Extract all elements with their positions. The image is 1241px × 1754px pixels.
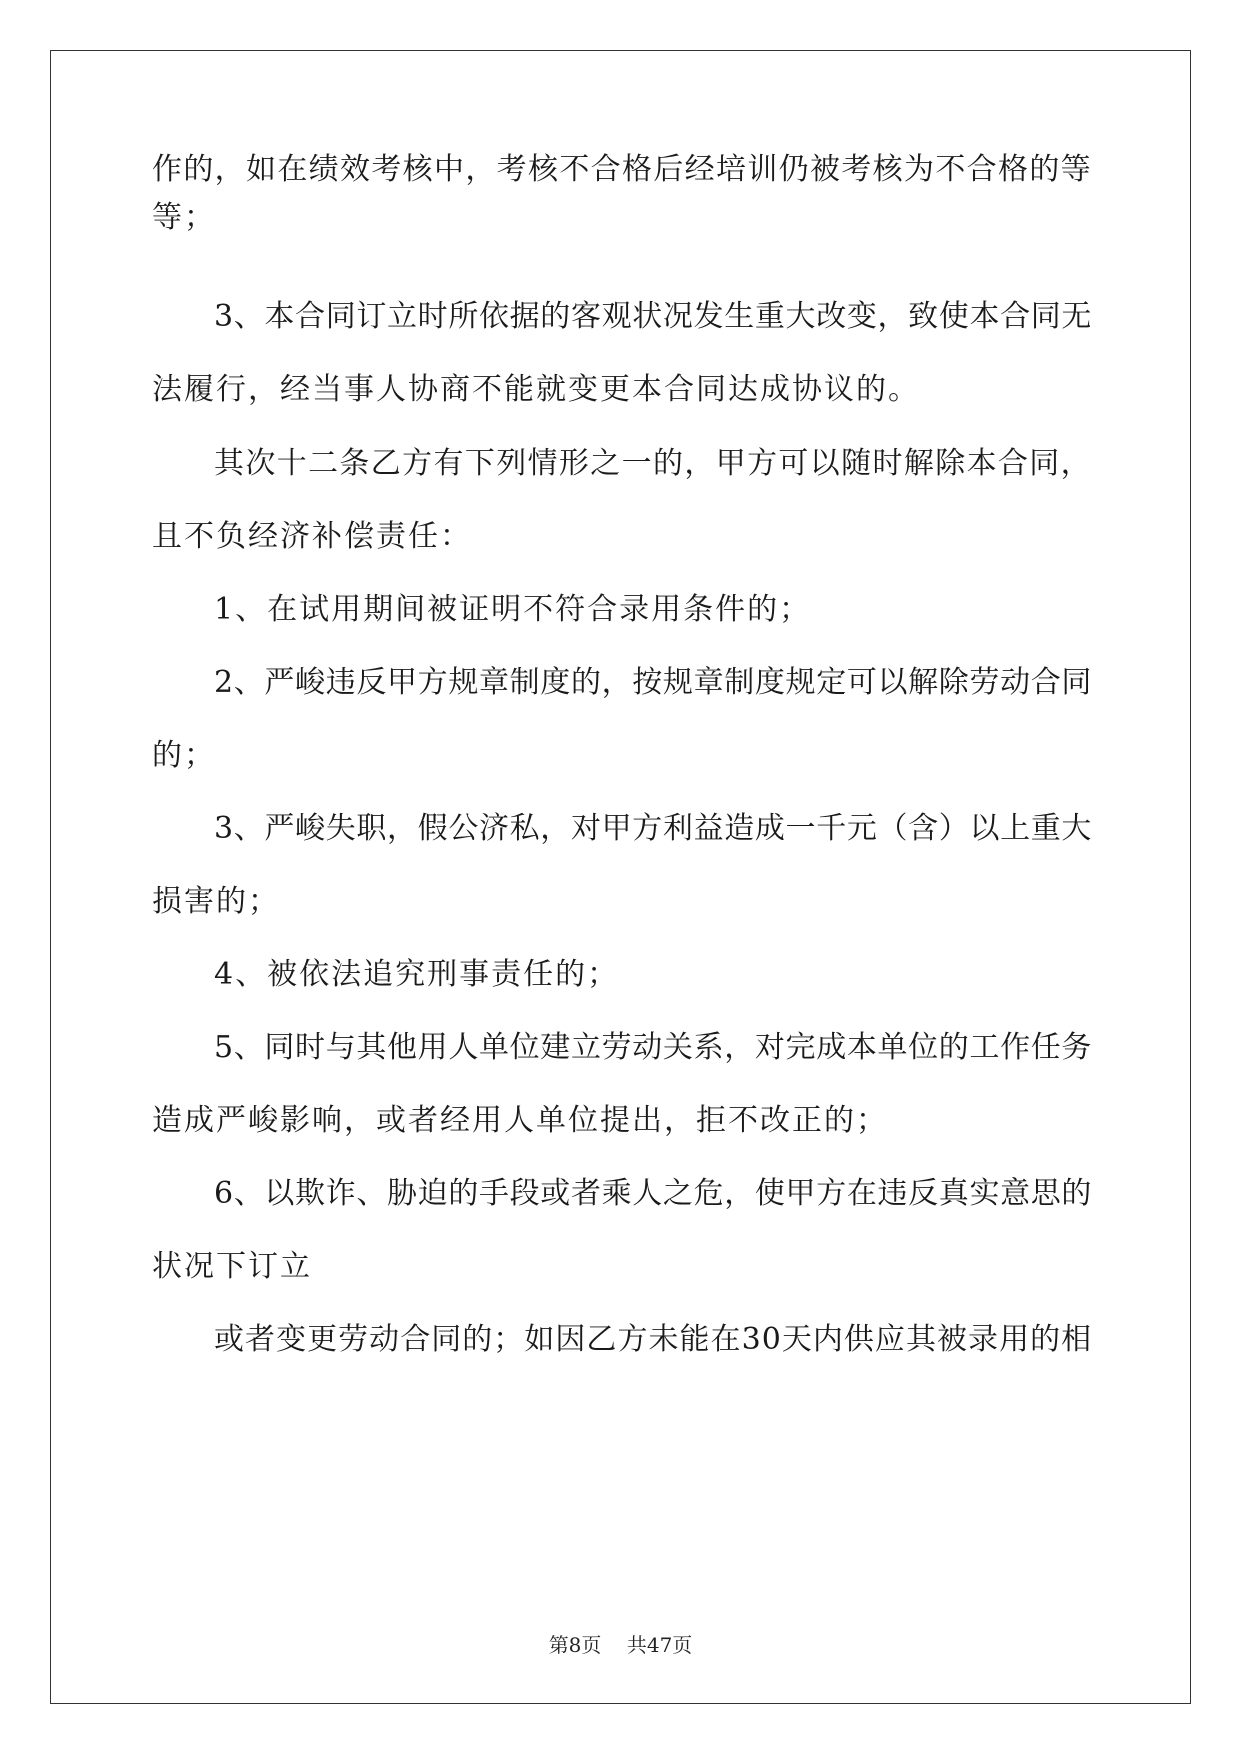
text-line: 6、以欺诈、胁迫的手段或者乘人之危，使甲方在违反真实意思的 bbox=[214, 1176, 1093, 1211]
text-line: 4、被依法追究刑事责任的； bbox=[214, 957, 620, 992]
text-line: 作的，如在绩效考核中，考核不合格后经培训仍被考核为不合格的等 bbox=[152, 152, 1092, 187]
page-number: 第8页 bbox=[548, 1633, 602, 1657]
text-line: 且不负经济补偿责任： bbox=[152, 519, 472, 554]
text-line: 或者变更劳动合同的；如因乙方未能在30天内供应其被录用的相 bbox=[214, 1322, 1093, 1357]
text-line: 损害的； bbox=[152, 884, 280, 919]
text-line: 造成严峻影响，或者经用人单位提出，拒不改正的； bbox=[152, 1103, 888, 1138]
text-line: 状况下订立 bbox=[152, 1249, 312, 1284]
text-line: 3、严峻失职，假公济私，对甲方利益造成一千元（含）以上重大 bbox=[214, 811, 1093, 846]
text-line: 2、严峻违反甲方规章制度的，按规章制度规定可以解除劳动合同 bbox=[214, 665, 1093, 700]
text-line: 等； bbox=[152, 200, 216, 235]
text-line: 其次十二条乙方有下列情形之一的，甲方可以随时解除本合同， bbox=[214, 446, 1092, 481]
text-line: 法履行，经当事人协商不能就变更本合同达成协议的。 bbox=[152, 372, 920, 407]
page-footer bbox=[0, 1634, 1241, 1656]
page-total: 共47页 bbox=[626, 1633, 693, 1657]
text-line: 3、本合同订立时所依据的客观状况发生重大改变，致使本合同无 bbox=[214, 299, 1093, 334]
text-line: 5、同时与其他用人单位建立劳动关系，对完成本单位的工作任务 bbox=[214, 1030, 1093, 1065]
text-line: 1、在试用期间被证明不符合录用条件的； bbox=[214, 592, 812, 627]
text-line: 的； bbox=[152, 738, 216, 773]
